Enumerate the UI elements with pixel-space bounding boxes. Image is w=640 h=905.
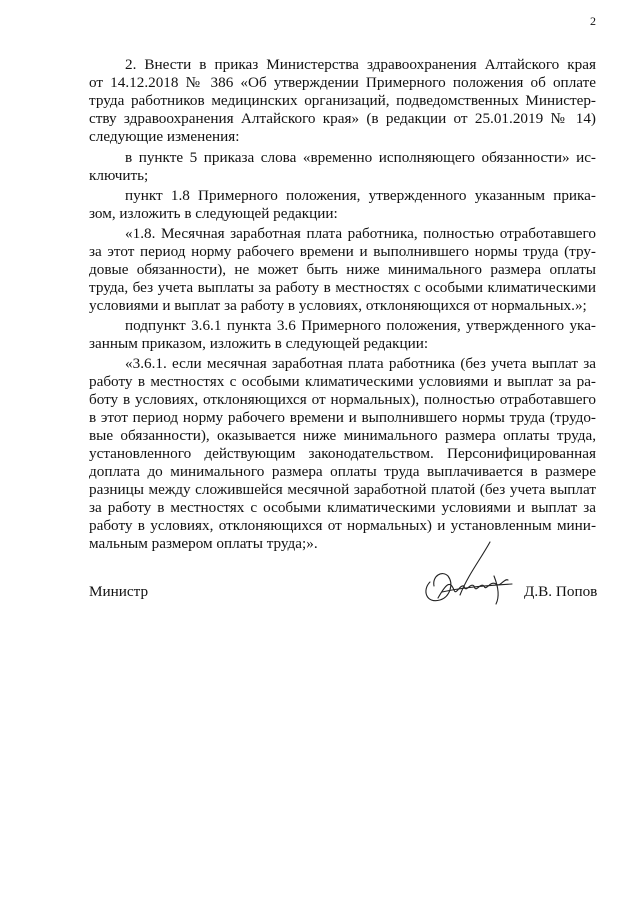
text-line: от 14.12.2018 № 386 «Об утверждении Примерного положения об оплате	[89, 74, 596, 91]
text-line: «1.8. Месячная заработная плата работника, полностью отработавшего	[125, 225, 596, 242]
text-line: «3.6.1. если месячная заработная плата работника (без учета выплат за	[125, 355, 596, 372]
text-line: труда работников медицинских организаций, подведомственных Министер-	[89, 92, 596, 109]
page-number: 2	[590, 14, 596, 28]
text-line: работу в местностях с особыми климатическими условиями и выплат за ра-	[89, 373, 596, 390]
text-line: за работу в местностях с особыми климатическими условиями и выплат за	[89, 499, 596, 516]
text-line: ству здравоохранения Алтайского края» (в редакции от 25.01.2019 № 14)	[89, 110, 596, 127]
text-line: мальным размером оплаты труда;».	[89, 535, 318, 552]
text-line: вые обязанности), оказывается ниже минимального размера оплаты труда,	[89, 427, 596, 444]
text-line: следующие изменения:	[89, 128, 240, 145]
text-line: пункт 1.8 Примерного положения, утвержденного указанным прика-	[125, 187, 596, 204]
text-line: установленного действующим законодательством. Персонифицированная	[89, 445, 596, 462]
text-line: работу в условиях, отклоняющихся от нормальных) и установленным мини-	[89, 517, 596, 534]
text-line: подпункт 3.6.1 пункта 3.6 Примерного положения, утвержденного ука-	[125, 317, 596, 334]
signature-image	[420, 540, 520, 610]
text-line: в пункте 5 приказа слова «временно исполняющего обязанности» ис-	[125, 149, 596, 166]
text-line: ключить;	[89, 167, 149, 184]
signer-name: Д.В. Попов	[524, 583, 598, 600]
signer-position: Министр	[89, 583, 149, 600]
text-line: в этот период норму рабочего времени и выполнившего нормы труда (трудо-	[89, 409, 596, 426]
text-line: за этот период норму рабочего времени и выполнившего нормы труда (тру-	[89, 243, 596, 260]
text-line: условиями и выплат за работу в условиях, отклоняющихся от нормальных.»;	[89, 297, 587, 314]
text-line: разницы между сложившейся месячной заработной платой (без учета выплат	[89, 481, 596, 498]
text-line: довые обязанности), не может быть ниже минимального размера оплаты	[89, 261, 596, 278]
text-line: зом, изложить в следующей редакции:	[89, 205, 338, 222]
text-line: труда, без учета выплаты за работу в местностях с особыми климатическими	[89, 279, 596, 296]
text-line: занным приказом, изложить в следующей редакции:	[89, 335, 429, 352]
text-line: 2. Внести в приказ Министерства здравоохранения Алтайского края	[125, 56, 596, 73]
text-line: боту в условиях, отклоняющихся от нормальных), полностью отработавшего	[89, 391, 596, 408]
text-line: доплата до минимального размера оплаты труда выплачивается в размере	[89, 463, 596, 480]
